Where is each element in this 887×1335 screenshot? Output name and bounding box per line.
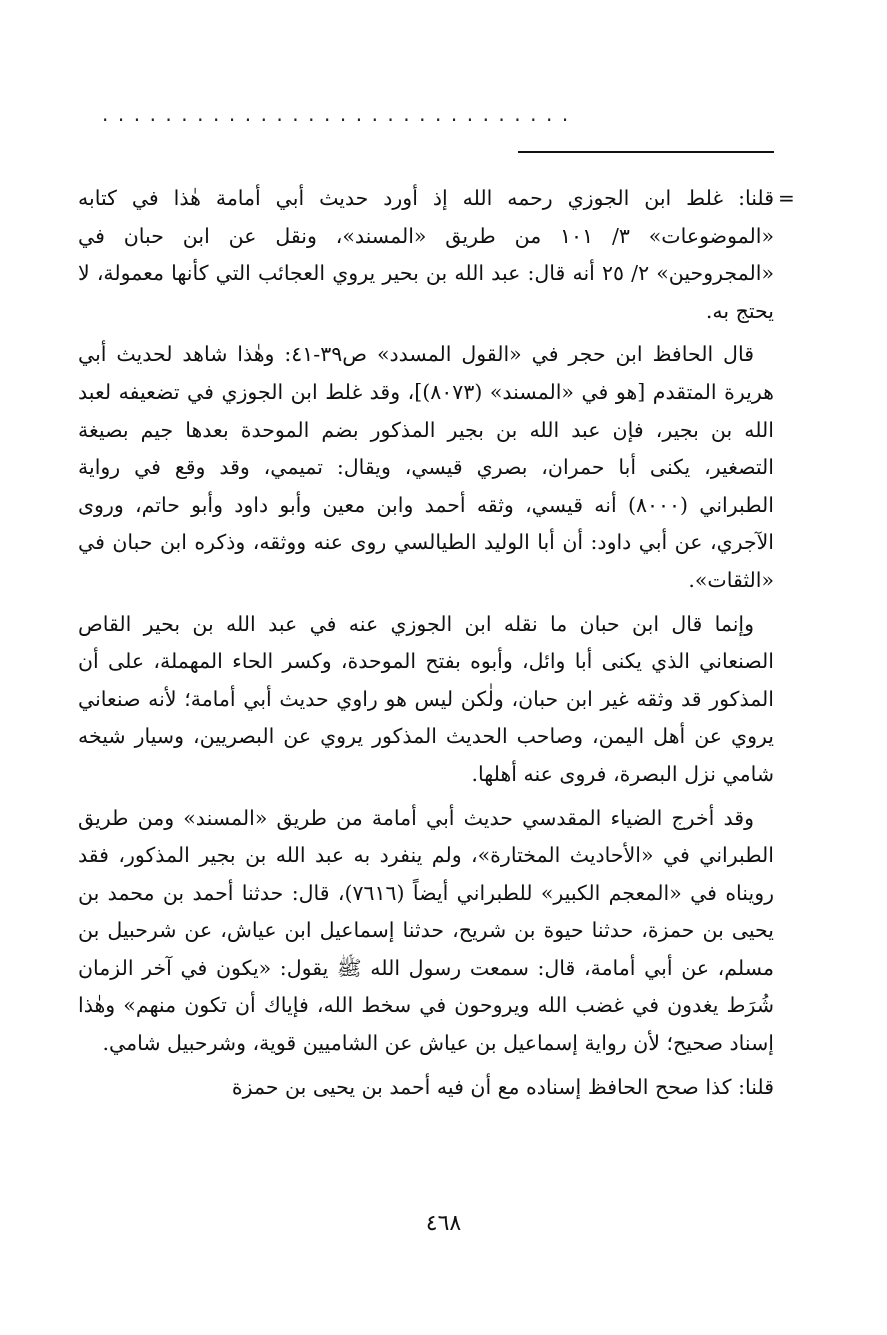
continuation-mark: = bbox=[778, 186, 795, 210]
page-number: ٤٦٨ bbox=[425, 1211, 462, 1236]
paragraph-4: وقد أخرج الضياء المقدسي حديث أبي أمامة من طريق «المسند» ومن طريق الطبراني في «الأحاديث المختارة»، ولم ينفرد به عبد الله بن بجير المذكور، فقد رويناه في «المعجم الكبير» للطبراني أيضاً (٧٦١٦)، قال: حدثنا أحمد بن محمد بن يحيى بن حمزة، حدثنا حيوة بن شريح، حدثنا إسماعيل ابن عياش، عن شرحبيل بن مسلم، عن أبي أمامة، قال: سمعت رسول الله ﷺ يقول: «يكون في آخر الزمان شُرَط يغدون في غضب الله ويروحون في سخط الله، فإياك أن تكون منهم» وهٰذا إسناد صحيح؛ لأن رواية إسماعيل بن عياش عن الشاميين قوية، وشرحبيل شامي. bbox=[78, 805, 774, 1056]
paragraph-5: قلنا: كذا صحح الحافظ إسناده مع أن فيه أحمد بن يحيى بن حمزة bbox=[231, 1074, 774, 1099]
paragraph-3: وإنما قال ابن حبان ما نقله ابن الجوزي عنه في عبد الله بن بحير القاص الصنعاني الذي يكنى أبا وائل، وأبوه بفتح الموحدة، وكسر الحاء المهملة، على أن المذكور قد وثقه غير ابن حبان، ولٰكن ليس هو راوي حديث أبي أمامة؛ لأنه صنعاني يروي عن أهل اليمن، وصاحب الحديث المذكور يروي عن البصريين، وسيار شيخه شامي نزل البصرة، فروى عنه أهلها. bbox=[78, 611, 774, 786]
footnote-body bbox=[78, 180, 774, 1112]
footnote-rule bbox=[518, 151, 774, 153]
paragraph-2: قال الحافظ ابن حجر في «القول المسدد» ص٣٩-٤١: وهٰذا شاهد لحديث أبي هريرة المتقدم [هو في «المسند» (٨٠٧٣)]، وقد غلط ابن الجوزي في تضعيفه لعبد الله بن بجير، فإن عبد الله بن بجير المذكور بضم الموحدة بعدها جيم بصيغة التصغير، يكنى أبا حمران، بصري قيسي، ويقال: تميمي، وقد وقع في رواية الطبراني (٨٠٠٠) أنه قيسي، وثقه أحمد وابن معين وأبو داود وأبو حاتم، وروى الآجري، عن أبي داود: أن أبا الوليد الطيالسي روى عنه ووثقه، وذكره ابن حبان في «الثقات». bbox=[78, 342, 774, 592]
dotted-separator: .............................. bbox=[102, 104, 578, 124]
paragraph-1: قلنا: غلط ابن الجوزي رحمه الله إذ أورد حديث أبي أمامة هٰذا في كتابه «الموضوعات» ٣/ ١٠١ من طريق «المسند»، ونقل عن ابن حبان في «المجروحين» ٢/ ٢٥ أنه قال: عبد الله بن بحير يروي العجائب التي كأنها معمولة، لا يحتج به. bbox=[78, 186, 774, 323]
